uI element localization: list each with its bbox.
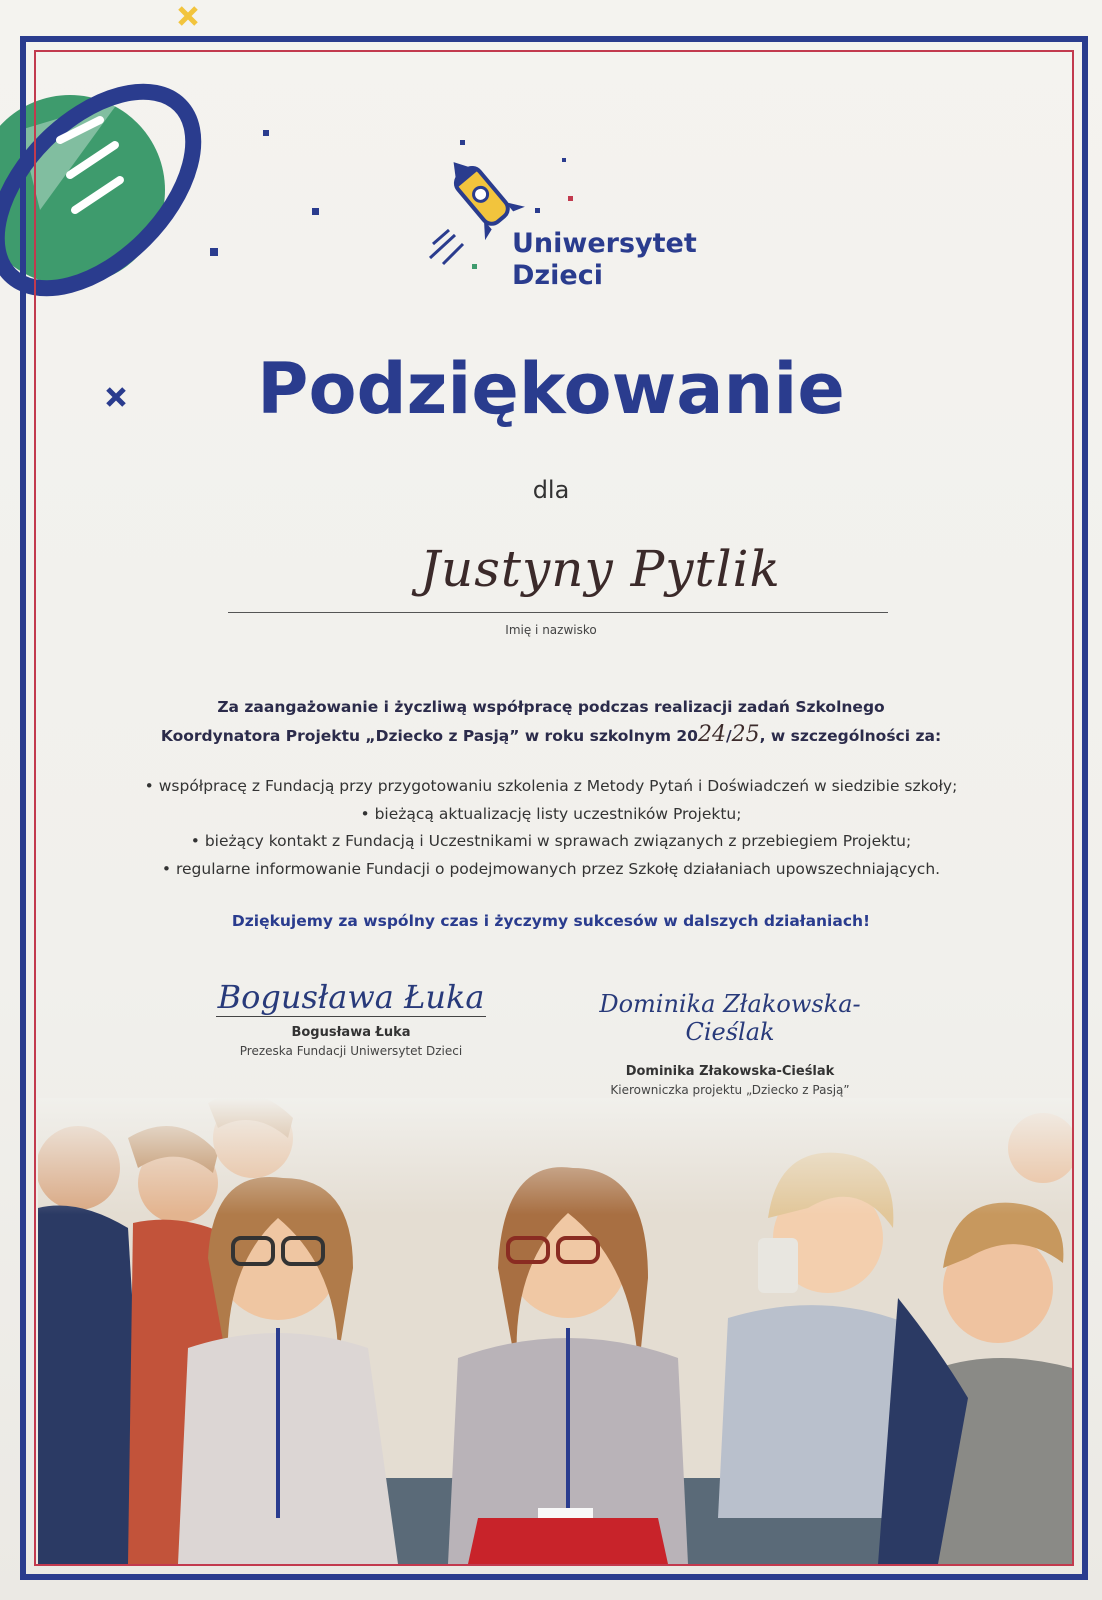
intro-line1: Za zaangażowanie i życzliwą współpracę podczas realizacji zadań Szkolnego xyxy=(217,698,885,716)
name-caption: Imię i nazwisko xyxy=(505,623,597,637)
logo-line2: Dzieci xyxy=(512,260,603,291)
name-underline xyxy=(228,612,888,613)
signatory-name: Bogusława Łuka xyxy=(291,1025,411,1040)
signature-handwriting: Bogusława Łuka xyxy=(217,978,485,1016)
list-item: • bieżący kontakt z Fundacją i Uczestnikami w sprawach związanych z przebiegiem Projektu; xyxy=(190,832,912,850)
logo-wordmark xyxy=(512,228,697,292)
year-end-handwritten: 25 xyxy=(731,722,760,747)
children-photo xyxy=(38,1098,1072,1564)
intro-line2-pre: Koordynatora Projektu „Dziecko z Pasją” w roku szkolnym 20 xyxy=(160,727,698,745)
signatory-role: Prezeska Fundacji Uniwersytet Dzieci xyxy=(239,1044,463,1058)
signatory-role: Kierowniczka projektu „Dziecko z Pasją” xyxy=(610,1083,850,1097)
signature-handwriting: Dominika Złakowska-Cieślak xyxy=(599,990,861,1046)
year-start-handwritten: 24 xyxy=(697,722,726,747)
logo-line1: Uniwersytet xyxy=(512,228,697,259)
achievements-list xyxy=(60,773,1042,883)
closing-text: Dziękujemy za wspólny czas i życzymy sukcesów w dalszych działaniach! xyxy=(231,912,871,930)
list-item: • bieżącą aktualizację listy uczestników Projektu; xyxy=(360,804,742,823)
preposition: dla xyxy=(532,476,570,504)
list-item: • regularne informowanie Fundacji o podejmowanych przez Szkołę działaniach upowszechniających. xyxy=(161,859,941,878)
intro-text xyxy=(80,693,1022,750)
intro-line2-post: , w szczególności za: xyxy=(759,727,942,745)
year-separator: / xyxy=(725,727,732,745)
signature-block-left xyxy=(216,978,486,1058)
signatory-name: Dominika Złakowska-Cieślak xyxy=(625,1064,835,1079)
intro-line2 xyxy=(80,721,1022,750)
page-title: Podziękowanie xyxy=(257,348,845,430)
yellow-cross-icon xyxy=(176,4,200,28)
signature-line xyxy=(216,1016,486,1017)
list-item: • współpracę z Fundacją przy przygotowaniu szkolenia z Metody Pytań i Doświadczeń w siedzibie szkoły; xyxy=(144,777,958,795)
signature-block-right xyxy=(560,990,900,1097)
recipient-handwritten-name: Justyny Pytlik xyxy=(420,540,781,598)
